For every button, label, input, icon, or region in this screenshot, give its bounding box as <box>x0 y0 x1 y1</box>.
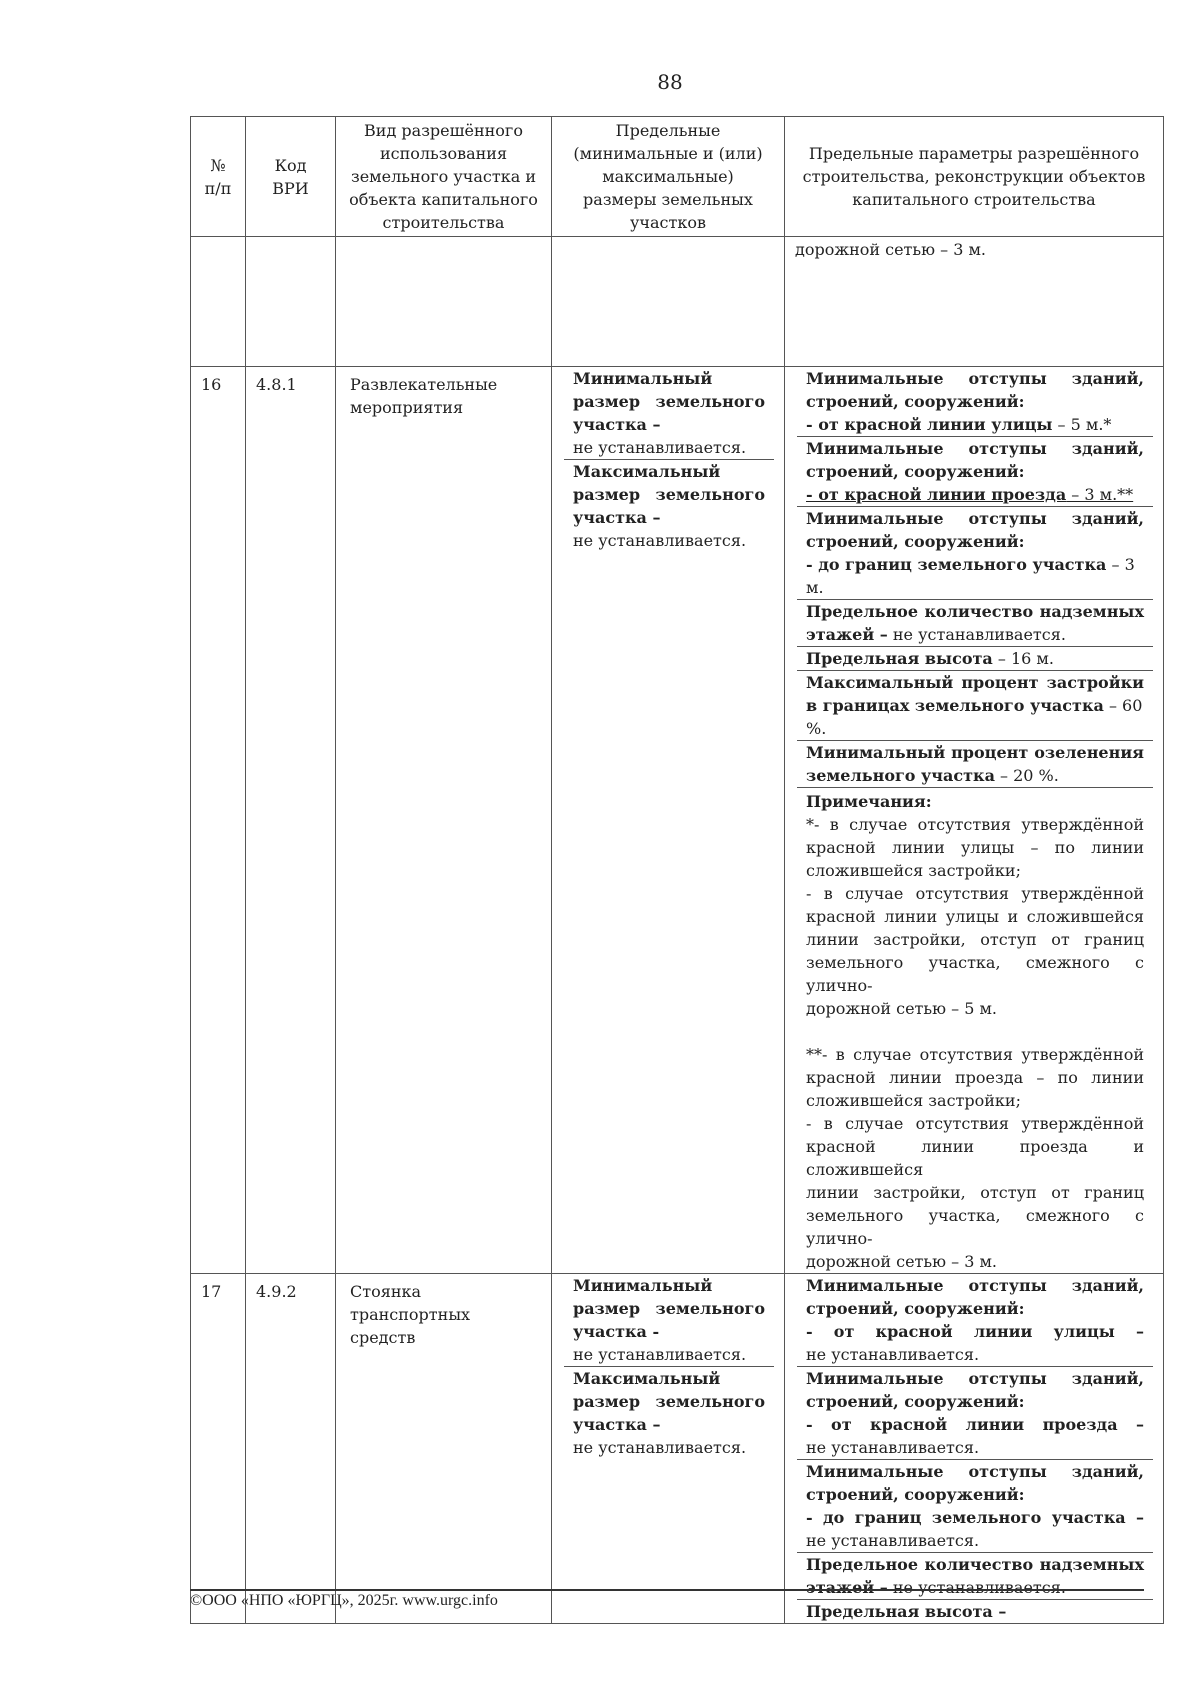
row17-param-ot-border <box>797 1460 1153 1553</box>
param-title: - от красной линии проезда – <box>806 1415 1144 1434</box>
row16-param-ot-border <box>797 507 1153 600</box>
param-value: – 3 м.** <box>1066 485 1134 504</box>
param-title: строений, сооружений: <box>806 1485 1025 1504</box>
header-params <box>785 117 1164 237</box>
size-title-line: размер земельного <box>573 1392 765 1411</box>
note-line: красной линии улицы – по линии <box>806 838 1144 857</box>
row17-min-size <box>564 1274 774 1367</box>
param-title: Максимальный процент застройки <box>806 673 1144 692</box>
size-title-line: участка – <box>573 1415 661 1434</box>
param-title: Минимальные отступы зданий, <box>806 1369 1144 1388</box>
param-value: – 20 %. <box>994 766 1059 785</box>
row17-name <box>336 1274 552 1624</box>
footer-copyright: ©ООО «НПО «ЮРГЦ», 2025г. www.urgc.info <box>190 1592 498 1609</box>
size-title-line: участка – <box>573 508 661 527</box>
note-line: - в случае отсутствия утверждённой <box>806 1114 1144 1133</box>
row16-num: 16 <box>191 367 246 1274</box>
row17-params <box>785 1274 1164 1624</box>
row17-param-ot-street <box>797 1274 1153 1367</box>
param-title: Минимальные отступы зданий, <box>806 369 1144 388</box>
param-title: Предельная высота <box>806 649 993 668</box>
note-line: дорожной сетью – 5 м. <box>806 999 998 1018</box>
param-title: этажей – <box>806 625 888 644</box>
row16-param-ot-street <box>797 367 1153 437</box>
param-value: не устанавливается. <box>806 1345 980 1364</box>
row16-param-height <box>797 647 1153 671</box>
param-title: строений, сооружений: <box>806 462 1025 481</box>
note-line: земельного участка, смежного с улично- <box>806 953 1144 995</box>
size-title-line: участка - <box>573 1322 660 1341</box>
row17-param-ot-proezd <box>797 1367 1153 1460</box>
param-title: Минимальный процент озеленения <box>806 743 1144 762</box>
row17-param-height <box>797 1600 1153 1624</box>
param-value: не устанавливается. <box>887 1578 1066 1597</box>
row17-num: 17 <box>191 1274 246 1624</box>
param-title: Предельное количество надземных <box>806 1555 1144 1574</box>
size-title-line: Минимальный <box>573 369 713 388</box>
row16-name-line: мероприятия <box>350 398 464 417</box>
param-title: - от красной линии улицы <box>806 415 1053 434</box>
row16-param-build-pct <box>797 671 1153 741</box>
row16-param-floors <box>797 600 1153 647</box>
row16-name <box>336 367 552 1274</box>
note-line: красной линии проезда и сложившейся <box>806 1137 1144 1179</box>
row17-param-floors <box>797 1553 1153 1600</box>
header-num-line: № <box>210 155 226 175</box>
param-value: не устанавливается. <box>806 1531 980 1550</box>
table-row-17 <box>191 1274 1164 1624</box>
size-value: не устанавливается. <box>573 531 747 550</box>
note-line: дорожной сетью – 3 м. <box>806 1252 998 1271</box>
row17-name-line: транспортных <box>350 1305 471 1324</box>
header-params-line: Предельные параметры разрешённого <box>808 144 1140 163</box>
param-title: - от красной линии улицы – <box>806 1322 1144 1341</box>
row17-name-line: Стоянка <box>350 1282 422 1301</box>
param-title: строений, сооружений: <box>806 392 1025 411</box>
row16-notes <box>797 788 1153 1274</box>
header-vid-line: объекта капитального <box>349 190 538 209</box>
size-title-line: Максимальный <box>573 462 721 481</box>
cont-vid-cell <box>336 237 552 367</box>
param-title: строений, сооружений: <box>806 1392 1025 1411</box>
param-title: - до границ земельного участка – <box>806 1508 1144 1527</box>
header-vid-line: строительства <box>382 213 505 232</box>
note-line: **- в случае отсутствия утверждённой <box>806 1045 1144 1064</box>
row16-name-line: Развлекательные <box>350 375 498 394</box>
header-vid <box>336 117 552 237</box>
notes-gap <box>806 1020 1144 1043</box>
param-title: в границах земельного участка <box>806 696 1104 715</box>
note-line: линии застройки, отступ от границ <box>806 1183 1144 1202</box>
footer-divider <box>190 1589 1144 1591</box>
table-row-16 <box>191 367 1164 1274</box>
row16-code: 4.8.1 <box>246 367 336 1274</box>
row16-sizes <box>552 367 785 1274</box>
header-num-line: п/п <box>204 178 232 198</box>
note-line: сложившейся застройки; <box>806 1091 1021 1110</box>
size-title-line: размер земельного <box>573 392 765 411</box>
notes-title: Примечания: <box>806 792 932 811</box>
size-value: не устанавливается. <box>573 1345 747 1364</box>
header-vid-line: Вид разрешённого <box>364 121 523 140</box>
row16-param-ot-proezd <box>797 437 1153 507</box>
note-line: красной линии проезда – по линии <box>806 1068 1144 1087</box>
param-title: - от красной линии проезда <box>806 485 1067 504</box>
header-code <box>246 117 336 237</box>
row17-sizes-list <box>564 1274 774 1459</box>
note-line: линии застройки, отступ от границ <box>806 930 1144 949</box>
row16-params-list <box>797 367 1153 1273</box>
param-value: – 3 м. <box>806 555 1135 597</box>
size-value: не устанавливается. <box>573 1438 747 1457</box>
cont-code-cell <box>246 237 336 367</box>
row17-name-line: средств <box>350 1328 416 1347</box>
param-value: – 5 м.* <box>1052 415 1112 434</box>
size-title-line: участка – <box>573 415 661 434</box>
cont-params-text: дорожной сетью – 3 м. <box>795 240 987 259</box>
header-sizes-line: участков <box>630 213 706 232</box>
param-value: – 60 %. <box>806 696 1143 738</box>
param-title: Минимальные отступы зданий, <box>806 439 1144 458</box>
row17-sizes <box>552 1274 785 1624</box>
row17-params-list <box>797 1274 1153 1623</box>
cont-sizes-cell <box>552 237 785 367</box>
note-line: *- в случае отсутствия утверждённой <box>806 815 1144 834</box>
header-sizes-line: (минимальные и (или) <box>573 144 763 163</box>
table-header-row <box>191 117 1164 237</box>
param-value: не устанавливается. <box>806 1438 980 1457</box>
param-title: строений, сооружений: <box>806 1299 1025 1318</box>
header-num <box>191 117 246 237</box>
param-title: Предельное количество надземных <box>806 602 1144 621</box>
header-params-line: строительства, реконструкции объектов <box>802 167 1146 186</box>
cont-num-cell <box>191 237 246 367</box>
size-value: не устанавливается. <box>573 438 747 457</box>
param-title: строений, сооружений: <box>806 532 1025 551</box>
param-title: Предельная высота – <box>806 1602 1007 1621</box>
header-code-line: Код <box>274 155 307 175</box>
header-vid-line: земельного участка и <box>350 167 536 186</box>
header-sizes-line: максимальные) <box>602 167 734 186</box>
note-line: сложившейся застройки; <box>806 861 1021 880</box>
regulations-table <box>190 116 1164 1624</box>
param-title: Минимальные отступы зданий, <box>806 1276 1144 1295</box>
header-sizes-line: Предельные <box>615 121 721 140</box>
param-title: земельного участка <box>806 766 995 785</box>
size-title-line: размер земельного <box>573 485 765 504</box>
row16-min-size <box>564 367 774 460</box>
header-sizes <box>552 117 785 237</box>
note-line: земельного участка, смежного с улично- <box>806 1206 1144 1248</box>
note-line: - в случае отсутствия утверждённой <box>806 884 1144 903</box>
note-line: красной линии улицы и сложившейся <box>806 907 1144 926</box>
row17-code: 4.9.2 <box>246 1274 336 1624</box>
header-code-line: ВРИ <box>272 178 309 198</box>
page-number: 88 <box>657 70 683 94</box>
continuation-row <box>191 237 1164 367</box>
size-title-line: Минимальный <box>573 1276 713 1295</box>
size-title-line: размер земельного <box>573 1299 765 1318</box>
row16-sizes-list <box>564 367 774 552</box>
header-sizes-line: размеры земельных <box>583 190 753 209</box>
param-title: Минимальные отступы зданий, <box>806 1462 1144 1481</box>
row16-max-size <box>564 460 774 553</box>
row16-param-green-pct <box>797 741 1153 788</box>
cont-params-cell <box>785 237 1164 367</box>
row16-params <box>785 367 1164 1274</box>
row17-max-size <box>564 1367 774 1460</box>
header-params-line: капитального строительства <box>852 190 1096 209</box>
param-value: – 16 м. <box>992 649 1054 668</box>
param-title: этажей – <box>806 1578 888 1597</box>
size-title-line: Максимальный <box>573 1369 721 1388</box>
header-vid-line: использования <box>379 144 508 163</box>
param-title: Минимальные отступы зданий, <box>806 509 1144 528</box>
param-value: не устанавливается. <box>887 625 1066 644</box>
param-title: - до границ земельного участка <box>806 555 1107 574</box>
